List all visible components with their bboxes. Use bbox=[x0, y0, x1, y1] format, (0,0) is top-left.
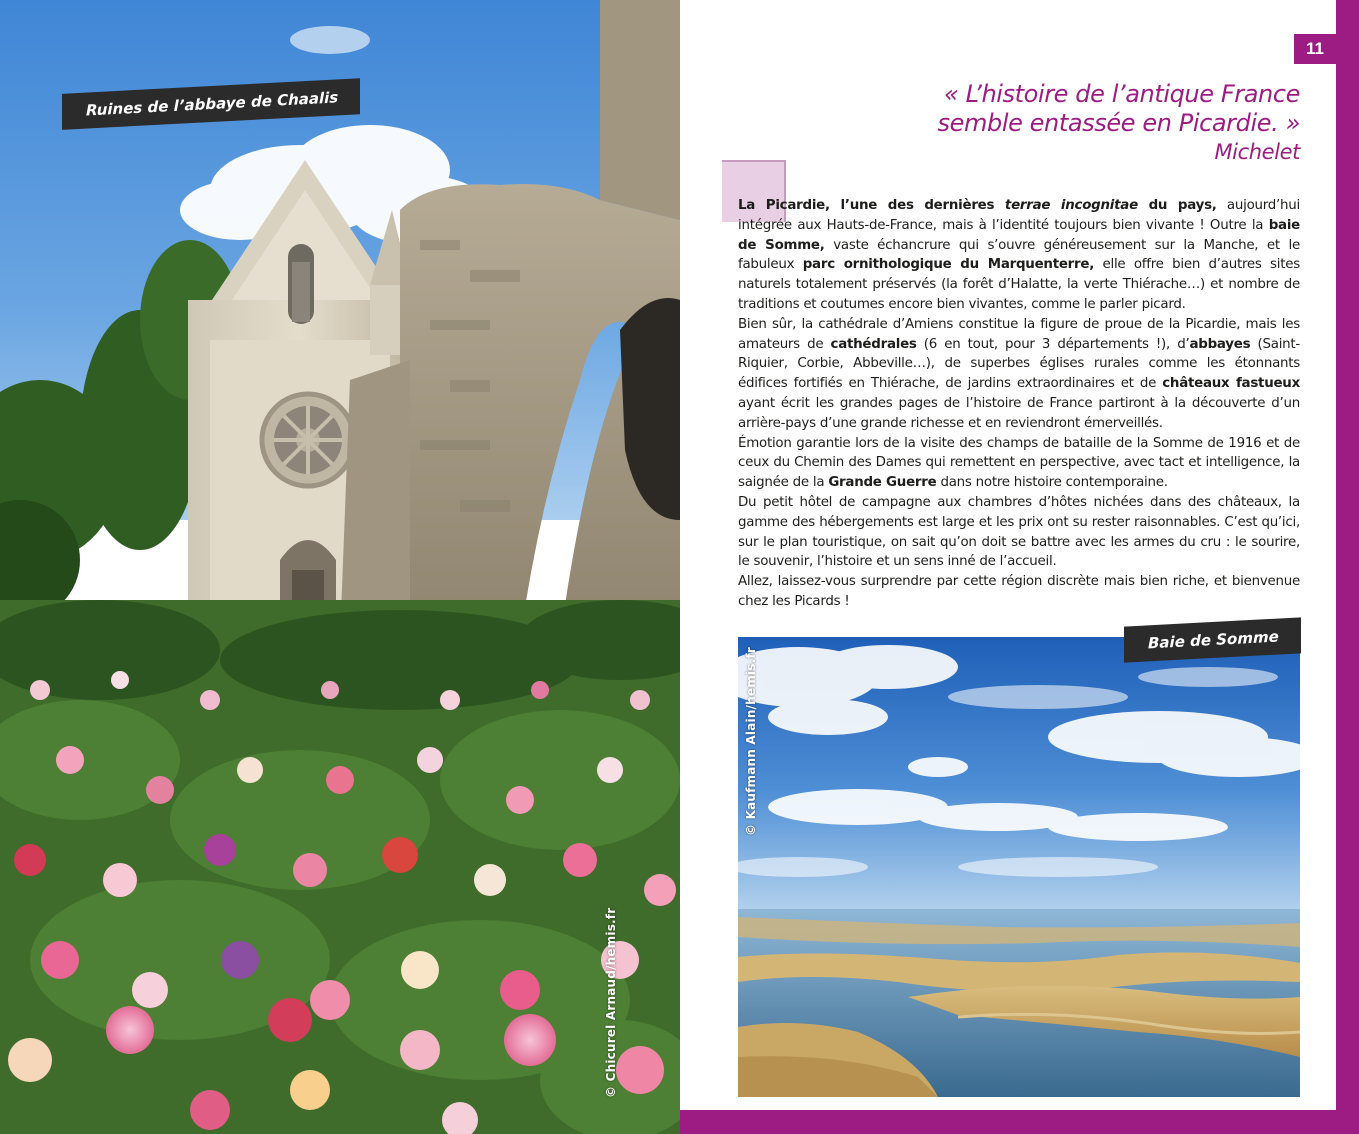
page-border-bottom bbox=[680, 1110, 1359, 1134]
quote-author: Michelet bbox=[1214, 140, 1300, 164]
p3-text-2: dans notre histoire contemporaine. bbox=[936, 475, 1168, 491]
paragraph-5: Allez, laissez-vous surprendre par cette région discrète mais bien riche, et bienvenue chez les Picards ! bbox=[738, 574, 1300, 609]
lead-text-a: La Picardie, l’une des dernières bbox=[738, 198, 1005, 213]
quote-line-1: « L’histoire de l’antique France bbox=[943, 80, 1300, 108]
paragraph-1 bbox=[738, 196, 1300, 315]
p3-text-1: Émotion garantie lors de la visite des champs de bataille de la Somme de 1916 et de ceux du Chemin des Dames qui remettent en perspective, avec tact et intelligence, la saignée de la bbox=[738, 435, 1300, 491]
p1-bold-1: baie de Somme, bbox=[738, 217, 1300, 253]
abbey-photo-credit: © Chicurel Arnaud/hemis.fr bbox=[604, 907, 618, 1098]
bay-of-somme-photo bbox=[738, 637, 1300, 1097]
lead-text-b: du pays, bbox=[1137, 198, 1217, 213]
epigraph-quote bbox=[938, 80, 1300, 166]
p2-bold-3: châteaux fastueux bbox=[1162, 376, 1300, 392]
lead-italic: terrae incognitae bbox=[1004, 198, 1138, 213]
p3-bold-1: Grande Guerre bbox=[828, 475, 937, 491]
right-page bbox=[680, 0, 1359, 1134]
p2-bold-2: abbayes bbox=[1189, 336, 1251, 352]
paragraph-4: Du petit hôtel de campagne aux chambres d’hôtes nichées dans des châteaux, la gamme des hébergements est large et les prix ont su rester raisonnables. C’est qu’ici, sur le plan touristique, on sait qu’on doit se battre avec les armes du cru : le sourire, le souvenir, l’histoire et un sens inné de l’accueil. bbox=[738, 494, 1300, 570]
p1-bold-2: parc ornithologique du Marquenterre, bbox=[802, 257, 1095, 273]
decorative-square-top-rule bbox=[722, 160, 786, 162]
p2-text-1: Bien sûr, la cathédrale d’Amiens constitue la figure de proue de la Picardie, mais les amateurs de bbox=[738, 316, 1300, 352]
page-border-right bbox=[1336, 0, 1359, 1134]
page-number: 11 bbox=[1294, 34, 1336, 64]
p1-text-3: elle offre bien d’autres sites naturels totalement préservés (la forêt d’Halatte, la verte Thiérache…) et nombre de traditions et coutumes encore bien vivantes, comme le parler picard. bbox=[738, 257, 1300, 312]
abbey-caption-text: Ruines de l’abbaye de Chaalis bbox=[86, 88, 339, 120]
quote-line-2: semble entassée en Picardie. » bbox=[937, 109, 1300, 137]
lead-bold bbox=[738, 198, 1217, 213]
intro-body-text bbox=[738, 196, 1300, 612]
p1-text-2: vaste échancrure qui s’ouvre généreusement sur la Manche, et le fabuleux bbox=[738, 237, 1300, 273]
paragraph-3 bbox=[738, 434, 1300, 493]
p2-text-4: ayant écrit les grandes pages de l’histoire de France partiront à la découverte d’un arrière-pays d’une grande richesse et en reviendront émerveillés. bbox=[738, 395, 1300, 431]
bay-caption-text: Baie de Somme bbox=[1148, 627, 1279, 653]
p1-text-1: aujourd’hui intégrée aux Hauts-de-France, mais à l’identité toujours bien vivante ! Outre la bbox=[738, 198, 1300, 233]
bay-photo-credit: © Kaufmann Alain/hemis.fr bbox=[744, 647, 758, 836]
paragraph-2 bbox=[738, 315, 1300, 434]
p2-text-2: (6 en tout, pour 3 départements !), d’ bbox=[916, 336, 1190, 352]
p2-text-3: (Saint-Riquier, Corbie, Abbeville…), de superbes églises rurales comme les étonnants édifices fortifiés en Thiérache, de jardins extraordinaires et de bbox=[738, 336, 1300, 392]
p2-bold-1: cathédrales bbox=[830, 336, 917, 352]
